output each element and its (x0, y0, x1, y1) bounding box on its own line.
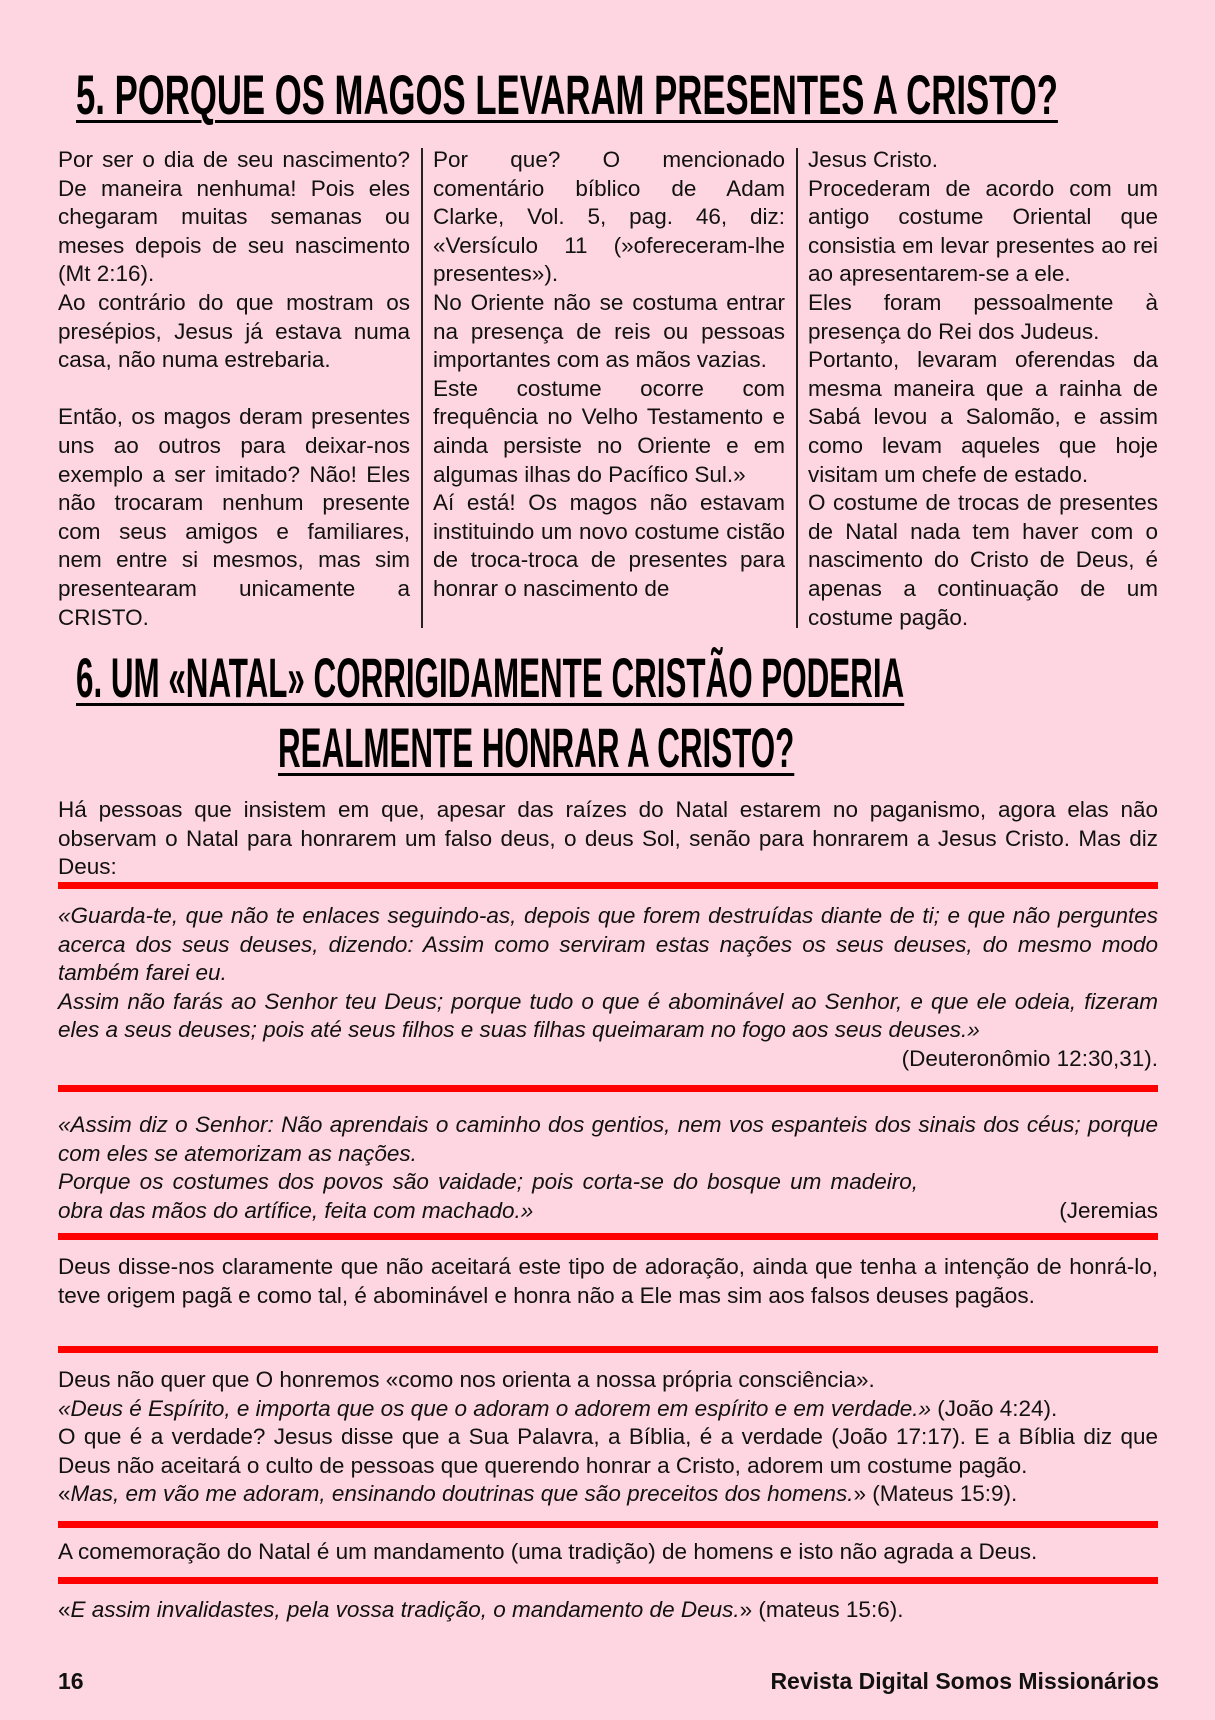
paragraph: Deus disse-nos claramente que não aceitará este tipo de adoração, ainda que tenha a intenção de honrá-lo, teve origem pagã e como tal, é abominável e honra não a Ele mas sim aos falsos deuses pagãos. (58, 1254, 1158, 1308)
paragraph-line (58, 1395, 1158, 1424)
section-5-column-2 (433, 146, 785, 604)
column-divider (421, 148, 423, 628)
page-number: 16 (58, 1668, 84, 1694)
paragraph: Procederam de acordo com um antigo costume Oriental que consistia em levar presentes ao rei ao apresentarem-se a ele. (808, 175, 1158, 287)
quote-text: Assim não farás ao Senhor teu Deus; porque tudo o que é abominável ao Senhor, e que ele odeia, fizeram eles a seus deuses; pois até seus filhos e suas filhas queimaram no fogo aos seus deuses.» (58, 988, 1158, 1043)
matthew-quote (58, 1596, 1158, 1625)
paragraph: Aí está! Os magos não estavam instituindo um novo costume cistão de troca-troca de presentes para honrar o nascimento de (433, 490, 785, 601)
magazine-name: Revista Digital Somos Missionários (770, 1668, 1159, 1694)
quote-mark: « (58, 1481, 71, 1507)
paragraph: A comemoração do Natal é um mandamento (uma tradição) de homens e isto não agrada a Deus. (58, 1539, 1038, 1564)
section-5-column-1 (58, 146, 410, 632)
quote-reference: (João 4:24). (930, 1395, 1058, 1421)
paragraph-line: Deus não quer que O honremos «como nos orienta a nossa própria consciência». (58, 1367, 875, 1392)
quote-text: «Guarda-te, que não te enlaces seguindo-as, depois que forem destruídas diante de ti; e que não perguntes acerca dos seus deuses, dizendo: Assim como serviram estas nações os seus deuses, do mesmo modo também farei eu. (58, 903, 1158, 986)
paragraph-line: O que é a verdade? Jesus disse que a Sua Palavra, a Bíblia, é a verdade (João 17:17). E a Bíblia diz que Deus não aceitará o culto de pessoas que querendo honrar a Cristo, adorem um costume pagão. (58, 1424, 1158, 1478)
section-6-title-line-1: 6. UM «NATAL» CORRIGIDAMENTE CRISTÃO PODERIA (76, 646, 905, 709)
quote-text: Mas, em vão me adoram, ensinando doutrinas que são preceitos dos homens. (70, 1481, 854, 1507)
paragraph: Eles foram pessoalmente à presença do Rei dos Judeus. (808, 289, 1158, 344)
jeremiah-quote (58, 1111, 1158, 1225)
paragraph (58, 1596, 1158, 1625)
tradition-paragraph (58, 1538, 1158, 1567)
paragraph: Portanto, levaram oferendas da mesma maneira que a rainha de Sabá levou a Salomão, e assim como levam aqueles que hoje visitam um chefe de estado. (808, 347, 1158, 487)
quote-mark: « (58, 1597, 71, 1622)
quote-reference: » (Mateus 15:9). (853, 1481, 1018, 1507)
paragraph: Jesus Cristo. (808, 147, 939, 172)
paragraph: Por que? O mencionado comentário bíblico de Adam Clarke, Vol. 5, pag. 46, diz: «Versículo 11 (»ofereceram-lhe presentes»). (433, 147, 785, 287)
section-5-column-3 (808, 146, 1158, 632)
quote-reference: » (mateus 15:6). (739, 1597, 904, 1622)
deuteronomy-quote (58, 902, 1158, 1074)
worship-paragraph (58, 1253, 1158, 1310)
quote-text: E assim invalidastes, pela vossa tradição, o mandamento de Deus. (70, 1597, 740, 1622)
red-rule (58, 1233, 1158, 1240)
quote-reference: (Deuteronômio 12:30,31). (901, 1045, 1158, 1071)
intro-paragraph: Há pessoas que insistem em que, apesar das raízes do Natal estarem no paganismo, agora elas não observam o Natal para honrarem um falso deus, o deus Sol, senão para honrarem a Jesus Cristo. Mas diz Deus: (58, 797, 1158, 880)
quote-reference: (Jeremias (1059, 1197, 1158, 1223)
quote-text: «Deus é Espírito, e importa que os que o adoram o adorem em espírito e em verdade.» (58, 1395, 931, 1421)
column-divider (796, 148, 798, 628)
section-6-title-line-2: REALMENTE HONRAR A CRISTO? (278, 716, 795, 779)
paragraph: Ao contrário do que mostram os presépios, Jesus já estava numa casa, não numa estrebaria. (58, 289, 410, 373)
paragraph: Então, os magos deram presentes uns ao outros para deixar-nos exemplo a ser imitado? Não! Eles não trocaram nenhum presente com seus amigos e familiares, nem entre si mesmos, mas sim presentearam unicamente a CRISTO. (58, 404, 410, 630)
red-rule (58, 1521, 1158, 1528)
paragraph: O costume de trocas de presentes de Natal nada tem haver com o nascimento do Cristo de Deus, é apenas a continuação de um costume pagão. (808, 490, 1158, 630)
paragraph: Por ser o dia de seu nascimento? De maneira nenhuma! Pois eles chegaram muitas semanas ou meses depois de seu nascimento (Mt 2:16). (58, 147, 410, 287)
paragraph-line (58, 1480, 1158, 1509)
red-rule (58, 882, 1158, 889)
section-5-title: 5. PORQUE OS MAGOS LEVARAM PRESENTES A CRISTO? (76, 63, 1058, 126)
red-rule (58, 1085, 1158, 1092)
quote-text (58, 1168, 1158, 1225)
paragraph: No Oriente não se costuma entrar na presença de reis ou pessoas importantes com as mãos vazias. (433, 289, 785, 373)
truth-paragraph (58, 1366, 1158, 1509)
quote-text-part: Porque os costumes dos povos são vaidade; pois corta-se do bosque um madeiro, obra das mãos do artífice, feita com machado.» (58, 1169, 918, 1223)
quote-text: «Assim diz o Senhor: Não aprendais o caminho dos gentios, nem vos espanteis dos sinais dos céus; porque com eles se atemorizam as nações. (58, 1112, 1158, 1166)
red-rule (58, 1346, 1158, 1353)
red-rule (58, 1577, 1158, 1584)
section-6-intro (58, 796, 1158, 882)
paragraph: Este costume ocorre com frequência no Velho Testamento e ainda persiste no Oriente e em algumas ilhas do Pacífico Sul.» (433, 375, 785, 487)
